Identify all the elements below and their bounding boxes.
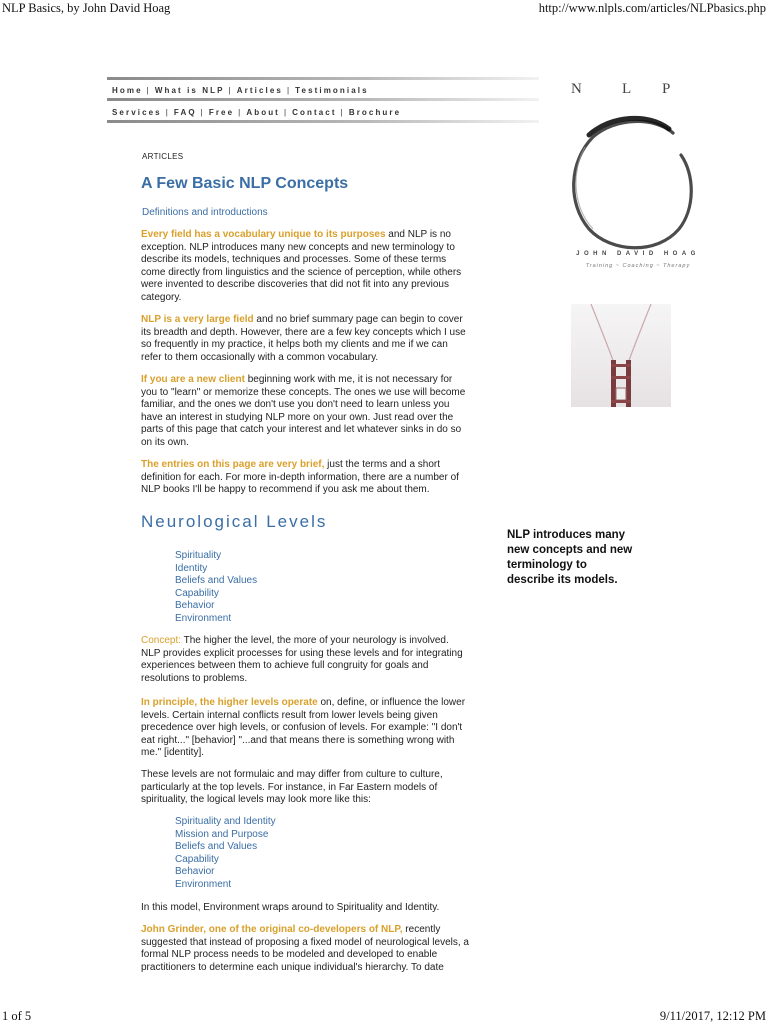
paragraph-text: recently suggested that instead of proposing a fixed model of neurological levels, a formal NLP process needs to be modeled and developed to enable practitioners to determine each unique individual's hierarchy. To date [141, 924, 469, 973]
levels-list-item: Environment [175, 878, 232, 890]
intro-paragraph-1 [141, 229, 469, 305]
nav-bottom-rule [107, 120, 539, 123]
print-header-url: http://www.nlpls.com/articles/NLPbasics.php [538, 1, 766, 15]
nav-link-contact[interactable]: Contact [292, 108, 337, 117]
nav-link-articles[interactable]: Articles [236, 86, 283, 95]
paragraph-text: and no brief summary page can begin to cover its breadth and depth. However, there are a few key concepts which I use so frequently in my practice, it helps both my clients and me if we can refer to them occasionally with a common vocabulary. [141, 314, 466, 363]
paragraph-lead: Every field has a vocabulary unique to its purposes [141, 229, 386, 240]
paragraph-lead: In principle, the higher levels operate [141, 697, 318, 708]
paragraph-lead: If you are a new client [141, 374, 245, 385]
print-header-title: NLP Basics, by John David Hoag [2, 1, 171, 15]
nav-link-faq[interactable]: FAQ [173, 108, 197, 117]
paragraph-text: on, define, or influence the lower levels. Certain internal conflicts result from lower levels being given precedence over high levels, or confusion of levels. For example: "I don't eat right..." [behavior] "...and that means there is something wrong with me." [identity]. [141, 697, 466, 759]
nav-link-testimonials[interactable]: Testimonials [295, 86, 369, 95]
nav-top-rule [107, 77, 539, 80]
paragraph-text: beginning work with me, it is not necessary for you to "learn" or memorize these concepts. The ones we use will become familiar, and the ones we don't use you don't need to learn unless you have an interest in studying NLP more on your own. Just read over the parts of this page that catch your interest and let whatever sinks in do so on its own. [141, 374, 466, 448]
paragraph-text: The higher the level, the more of your neurology is involved. NLP provides explicit processes for using these levels and for integrating experiences between them to achieve full congruity for goals and resolutions to problems. [141, 635, 463, 684]
levels-list-item: Capability [175, 853, 219, 865]
nav-separator: | [286, 86, 292, 95]
concept-paragraph [141, 635, 469, 685]
pull-quote: NLP introduces many new concepts and new terminology to describe its models. [507, 529, 633, 586]
paragraph-lead: The entries on this page are very brief, [141, 459, 325, 470]
paragraph-text: just the terms and a short definition for each. For more in-depth information, there are a number of NLP books I'll be happy to recommend if you ask me about them. [141, 459, 459, 496]
levels-list-western [175, 550, 257, 625]
brand-logo [555, 73, 715, 278]
nav-middle-rule [107, 98, 539, 101]
intro-paragraph-2 [141, 314, 469, 364]
nav-separator: | [228, 86, 233, 95]
levels-list-item: Behavior [175, 866, 215, 877]
enso-circle-icon [555, 103, 715, 273]
levels-list-item: Beliefs and Values [175, 575, 258, 586]
page-title: A Few Basic NLP Concepts [141, 175, 349, 192]
intro-paragraph-3 [141, 374, 469, 450]
levels-list-item: Identity [175, 562, 208, 574]
brand-letter: P [662, 81, 671, 97]
paragraph-lead: Concept: [141, 635, 182, 646]
nav-link-home[interactable]: Home [112, 86, 143, 95]
levels-list-item: Mission and Purpose [175, 828, 269, 840]
paragraph-lead: NLP is a very large field [141, 314, 254, 325]
levels-list-item: Spirituality and Identity [175, 816, 276, 827]
print-timestamp: 9/11/2017, 12:12 PM [659, 1009, 766, 1023]
formulaic-paragraph: These levels are not formulaic and may differ from culture to culture, particularly at the top levels. For instance, in Far Eastern models of spirituality, the logical levels may look more like this: [141, 769, 443, 806]
principle-paragraph [141, 697, 469, 760]
bridge-tower-icon [571, 304, 671, 407]
levels-list-item: Behavior [175, 600, 215, 611]
nav-separator: | [165, 108, 170, 117]
levels-list-item: Environment [175, 612, 232, 624]
nav-row-primary [112, 86, 369, 95]
levels-list-item: Spirituality [175, 550, 222, 561]
print-header [0, 0, 768, 18]
nav-separator: | [146, 86, 151, 95]
subtitle-link[interactable]: Definitions and introductions [142, 207, 268, 218]
levels-list-eastern [175, 816, 276, 891]
section-label: ARTICLES [142, 152, 184, 161]
nav-separator: | [283, 108, 289, 117]
nav-link-services[interactable]: Services [112, 108, 162, 117]
nav-link-about[interactable]: About [246, 108, 280, 117]
neurological-levels-heading: Neurological Levels [141, 512, 328, 531]
nav-separator: | [238, 108, 243, 117]
levels-list-item: Beliefs and Values [175, 841, 258, 852]
nav-row-secondary [112, 108, 401, 117]
nav-separator: | [340, 108, 345, 117]
brand-name: JOHN DAVID HOAG [576, 251, 700, 257]
paragraph-lead: John Grinder, one of the original co-developers of NLP, [141, 924, 403, 935]
levels-list-item: Capability [175, 587, 219, 599]
paragraph-text: and NLP is no exception. NLP introduces many new concepts and new terminology to describe its models, techniques and processes. Some of these terms come directly from linguistics and the science of perception, while others were invented to describe discoveries that did not fit into any previous category. [141, 229, 462, 303]
nav-link-what-is-nlp[interactable]: What is NLP [154, 86, 225, 95]
wraps-paragraph: In this model, Environment wraps around to Spirituality and Identity. [141, 902, 440, 913]
brand-letter: N [571, 81, 582, 97]
site-navigation [107, 77, 539, 123]
brand-tagline: Training ~ Coaching ~ Therapy [585, 263, 691, 269]
intro-paragraph-4 [141, 459, 469, 497]
nav-separator: | [200, 108, 205, 117]
nav-link-brochure[interactable]: Brochure [348, 108, 402, 117]
nav-link-free[interactable]: Free [208, 108, 235, 117]
page-count: 1 of 5 [2, 1009, 32, 1023]
brand-letter: L [622, 81, 632, 97]
print-footer [0, 1008, 768, 1024]
grinder-paragraph [141, 924, 469, 974]
golden-gate-bridge-photo [571, 304, 671, 407]
